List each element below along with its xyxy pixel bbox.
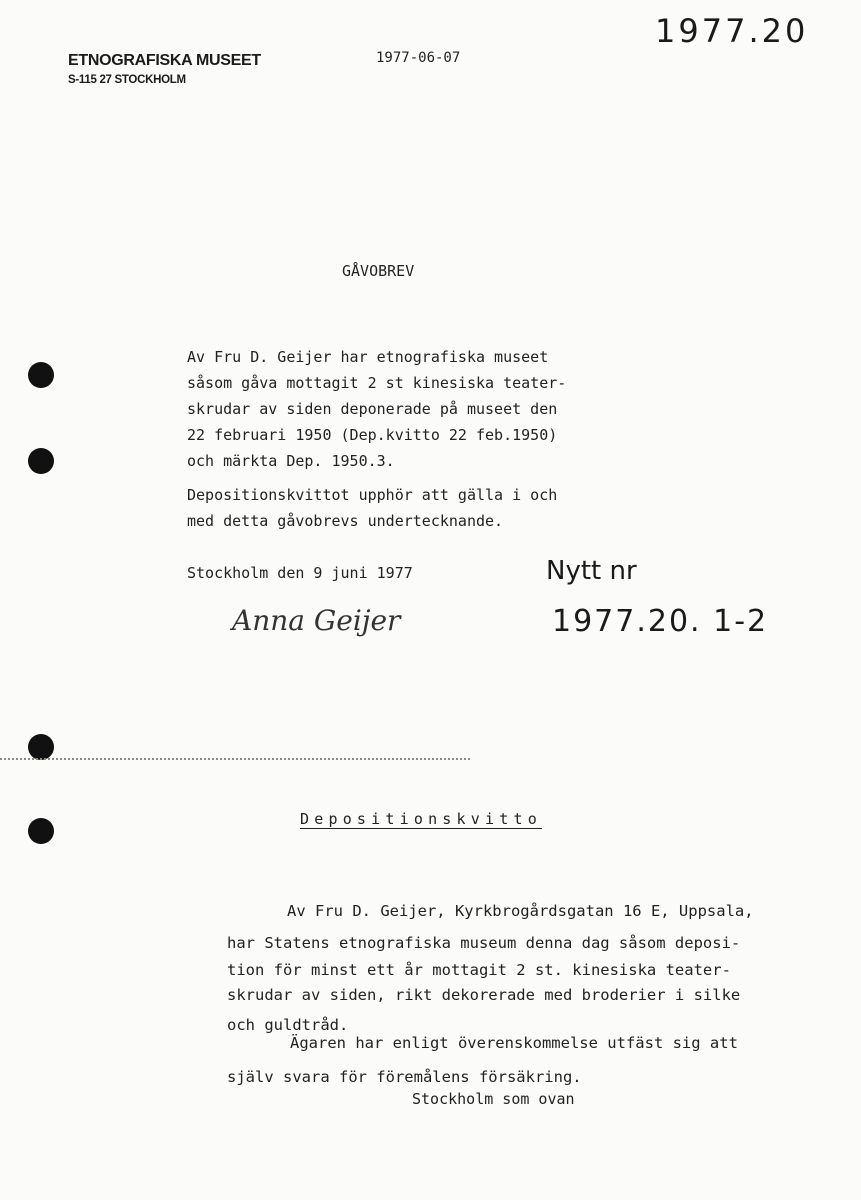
- punch-hole: [28, 818, 54, 844]
- punch-hole: [28, 362, 54, 388]
- receipt-line: har Statens etnografiska museum denna dag såsom deposi-: [227, 934, 741, 952]
- receipt-line: Av Fru D. Geijer, Kyrkbrogårdsgatan 16 E, Uppsala,: [287, 902, 754, 920]
- receipt-line: Ägaren har enligt överenskommelse utfäst sig att: [290, 1034, 738, 1052]
- receipt-line: skrudar av siden, rikt dekorerade med broderier i silke: [227, 986, 741, 1004]
- text-line: med detta gåvobrevs undertecknande.: [187, 512, 504, 530]
- text-line: skrudar av siden deponerade på museet den: [187, 400, 558, 418]
- text-line: Depositionskvittot upphör att gälla i och: [187, 486, 558, 504]
- receipt-line: och guldtråd.: [227, 1016, 349, 1034]
- punch-hole: [28, 448, 54, 474]
- handwritten-inventory-number: 1977.20: [655, 12, 809, 50]
- gift-letter-paragraph-2: [187, 482, 557, 534]
- signature: Anna Geijer: [232, 604, 401, 637]
- receipt-line: själv svara för föremålens försäkring.: [227, 1068, 582, 1086]
- text-line: Av Fru D. Geijer har etnografiska museet: [187, 348, 549, 366]
- fold-line: [0, 758, 470, 760]
- gift-letter-title: GÅVOBREV: [342, 262, 415, 280]
- place-and-date: Stockholm den 9 juni 1977: [187, 564, 413, 582]
- receipt-line: tion för minst ett år mottagit 2 st. kinesiska teater-: [227, 961, 731, 979]
- deposit-receipt-title: Depositionskvitto: [300, 810, 542, 828]
- punch-hole: [28, 734, 54, 760]
- handwritten-new-number: 1977.20. 1-2: [552, 604, 769, 639]
- museum-name: ETNOGRAFISKA MUSEET: [68, 52, 261, 69]
- text-line: och märkta Dep. 1950.3.: [187, 452, 395, 470]
- text-line: såsom gåva mottagit 2 st kinesiska teater-: [187, 374, 567, 392]
- letter-date: 1977-06-07: [376, 50, 461, 66]
- handwritten-new-number-label: Nytt nr: [546, 556, 637, 586]
- museum-address: S-115 27 STOCKHOLM: [68, 74, 186, 86]
- text-line: 22 februari 1950 (Dep.kvitto 22 feb.1950): [187, 426, 558, 444]
- gift-letter-paragraph-1: [187, 344, 566, 474]
- receipt-closing: Stockholm som ovan: [412, 1090, 575, 1108]
